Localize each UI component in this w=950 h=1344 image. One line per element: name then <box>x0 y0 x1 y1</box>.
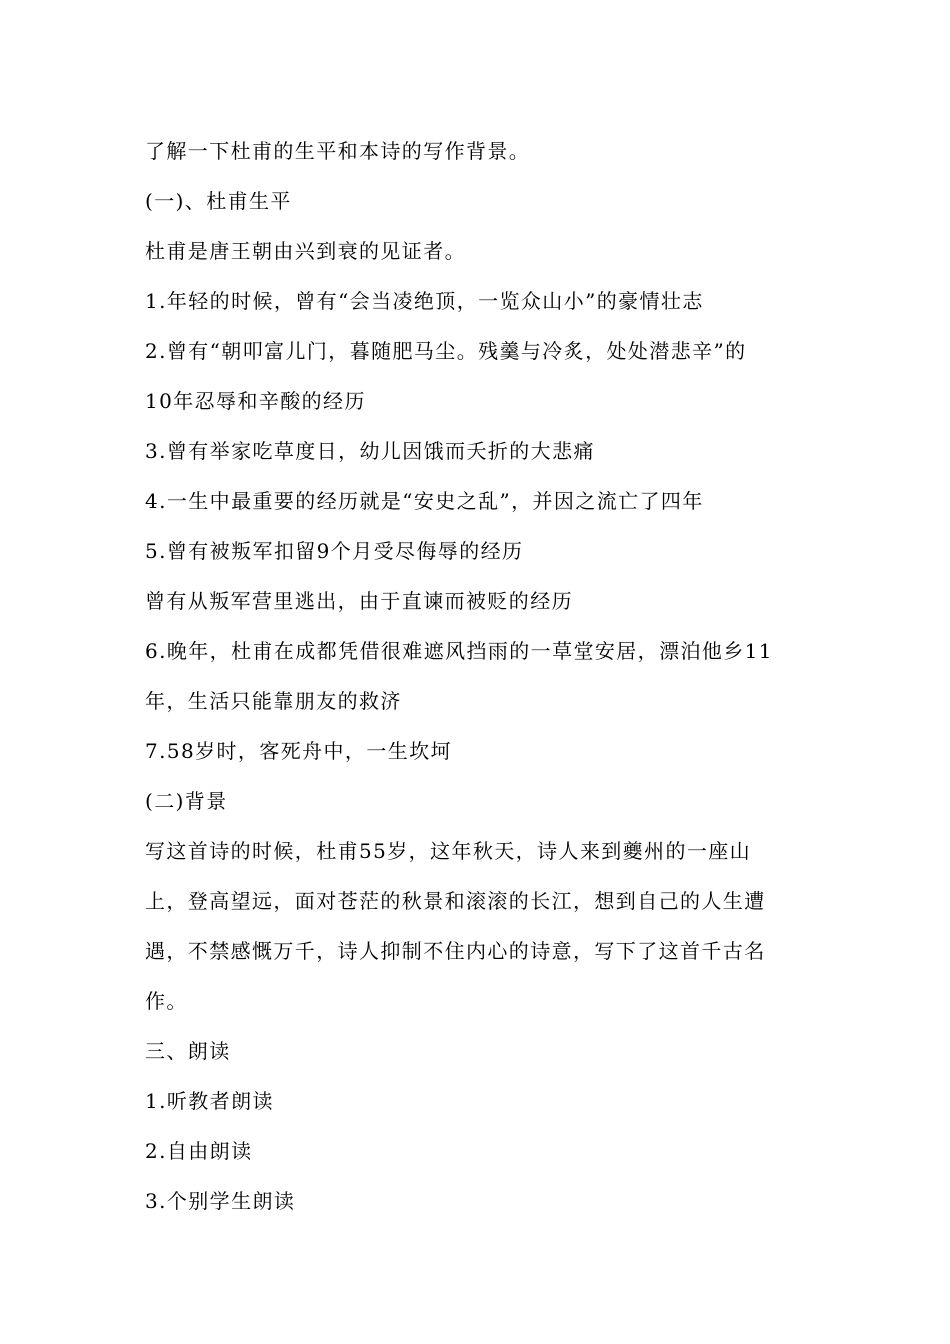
list-item: 4.一生中最重要的经历就是“安史之乱”，并因之流亡了四年 <box>145 489 704 513</box>
list-item: 1.年轻的时候，曾有“会当凌绝顶，一览众山小”的豪情壮志 <box>145 289 704 313</box>
text-line: 了解一下杜甫的生平和本诗的写作背景。 <box>145 139 531 163</box>
text-line: 曾有从叛军营里逃出，由于直谏而被贬的经历 <box>145 589 573 613</box>
section-heading: (一)、杜甫生平 <box>145 189 292 213</box>
list-item: 3.个别学生朗读 <box>145 1189 296 1213</box>
list-item-continuation: 10年忍辱和辛酸的经历 <box>145 389 366 413</box>
section-heading: 三、朗读 <box>145 1039 231 1063</box>
document-body <box>145 132 810 1232</box>
list-item: 1.听教者朗读 <box>145 1089 274 1113</box>
list-item: 2.曾有“朝叩富儿门，暮随肥马尘。残羹与冷炙，处处潜悲辛”的 <box>145 339 747 363</box>
list-item-continuation: 年，生活只能靠朋友的救济 <box>145 689 402 713</box>
paragraph-line: 上，登高望远，面对苍茫的秋景和滚滚的长江，想到自己的人生遭 <box>145 889 766 913</box>
list-item: 5.曾有被叛军扣留9个月受尽侮辱的经历 <box>145 539 524 563</box>
list-item: 3.曾有举家吃草度日，幼儿因饿而夭折的大悲痛 <box>145 439 595 463</box>
list-item: 7.58岁时，客死舟中，一生坎坷 <box>145 739 452 763</box>
list-item: 2.自由朗读 <box>145 1139 253 1163</box>
text-line: 杜甫是唐王朝由兴到衰的见证者。 <box>145 239 466 263</box>
list-item: 6.晚年，杜甫在成都凭借很难遮风挡雨的一草堂安居，漂泊他乡11 <box>145 639 773 663</box>
paragraph-line: 遇，不禁感慨万千，诗人抑制不住内心的诗意，写下了这首千古名 <box>145 939 766 963</box>
section-heading: (二)背景 <box>145 789 228 813</box>
paragraph-line: 写这首诗的时候，杜甫55岁，这年秋天，诗人来到夔州的一座山 <box>145 839 752 863</box>
paragraph-line: 作。 <box>145 989 188 1013</box>
